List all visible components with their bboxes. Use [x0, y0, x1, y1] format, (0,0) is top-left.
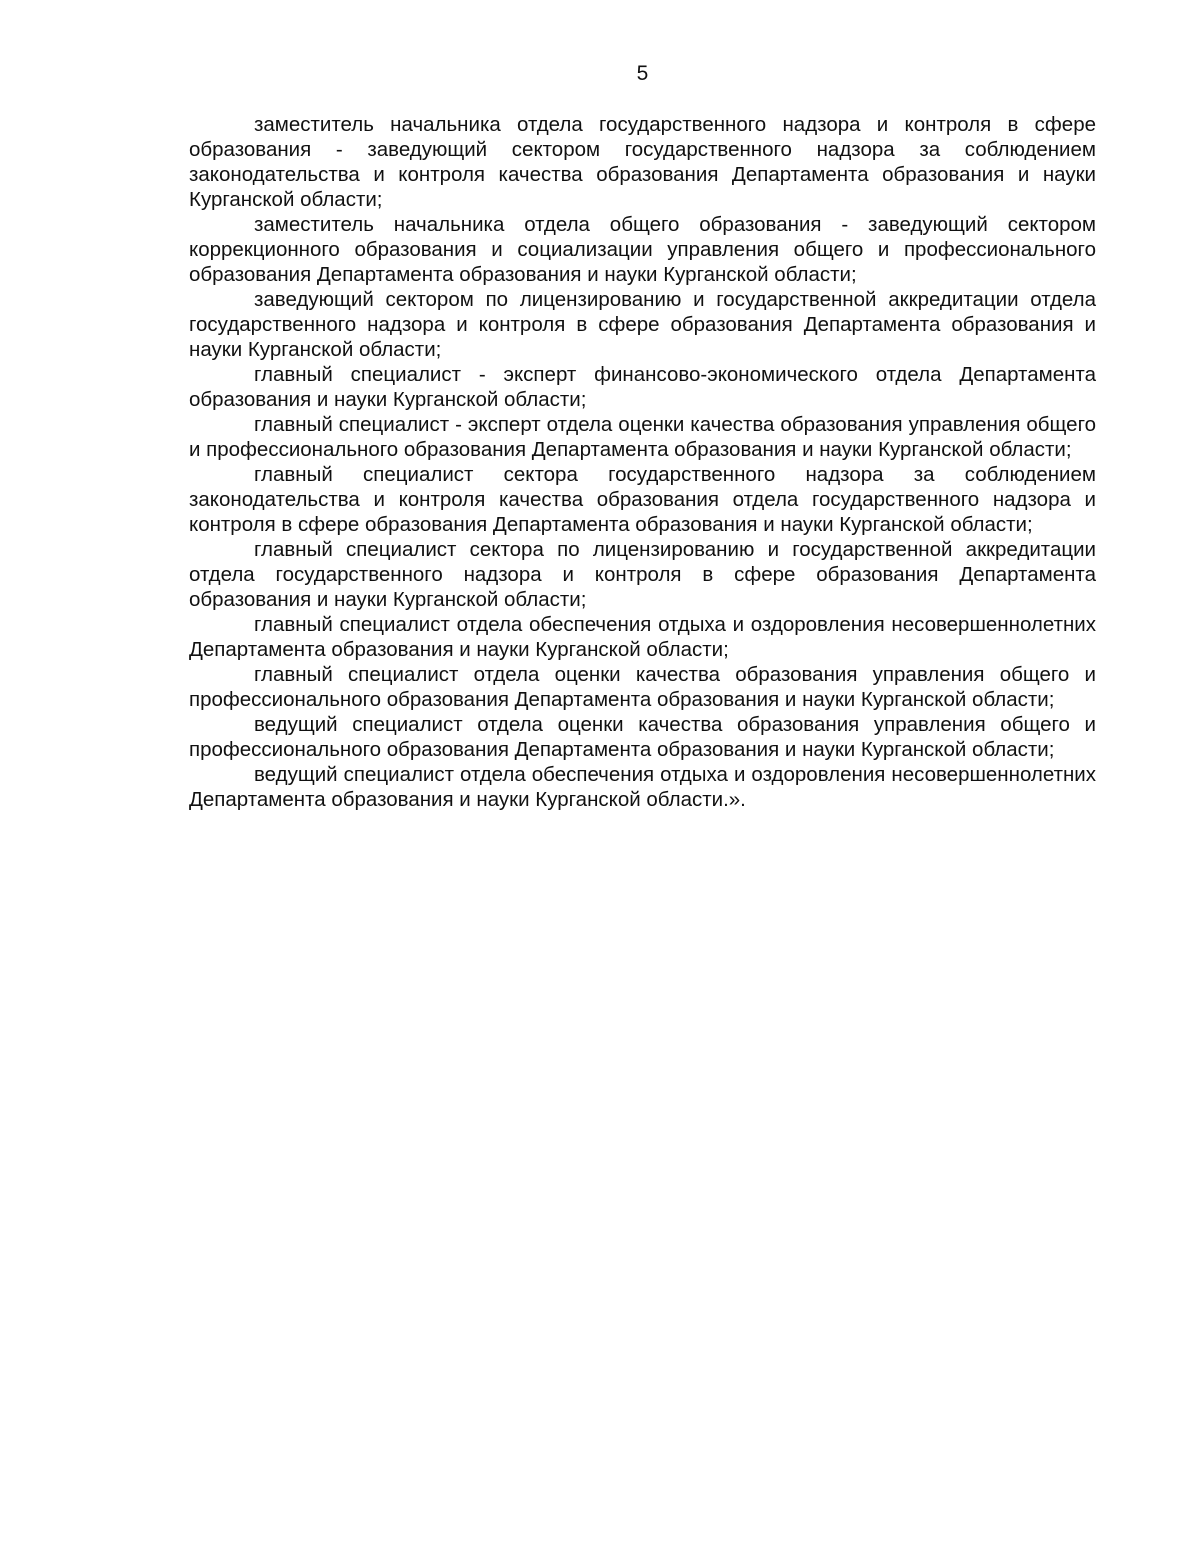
list-item: главный специалист сектора по лицензированию и государственной аккредитации отдела государственного надзора и контроля в сфере образования Департамента образования и науки Курганской области;: [189, 538, 1096, 611]
list-item: главный специалист отдела обеспечения отдыха и оздоровления несовершеннолетних Департамента образования и науки Курганской области;: [189, 613, 1096, 661]
list-item: заместитель начальника отдела общего образования - заведующий сектором коррекционного образования и социализации управления общего и профессионального образования Департамента образования и науки Курганской области;: [189, 213, 1096, 286]
list-item: главный специалист - эксперт отдела оценки качества образования управления общего и профессионального образования Департамента образования и науки Курганской области;: [189, 413, 1096, 461]
list-item: главный специалист - эксперт финансово-экономического отдела Департамента образования и науки Курганской области;: [189, 363, 1096, 411]
list-item: заведующий сектором по лицензированию и государственной аккредитации отдела государственного надзора и контроля в сфере образования Департамента образования и науки Курганской области;: [189, 288, 1096, 361]
list-item: заместитель начальника отдела государственного надзора и контроля в сфере образования - заведующий сектором государственного надзора за соблюдением законодательства и контроля качества образования Департамента образования и науки Курганской области;: [189, 113, 1096, 211]
list-item: ведущий специалист отдела обеспечения отдыха и оздоровления несовершеннолетних Департамента образования и науки Курганской области.».: [189, 763, 1096, 811]
list-item: главный специалист отдела оценки качества образования управления общего и профессионального образования Департамента образования и науки Курганской области;: [189, 663, 1096, 711]
position-list: [189, 112, 1096, 812]
page-number: 5: [636, 62, 649, 85]
list-item: главный специалист сектора государственного надзора за соблюдением законодательства и контроля качества образования отдела государственного надзора и контроля в сфере образования Департамента образования и науки Курганской области;: [189, 463, 1096, 536]
list-item: ведущий специалист отдела оценки качества образования управления общего и профессионального образования Департамента образования и науки Курганской области;: [189, 713, 1096, 761]
